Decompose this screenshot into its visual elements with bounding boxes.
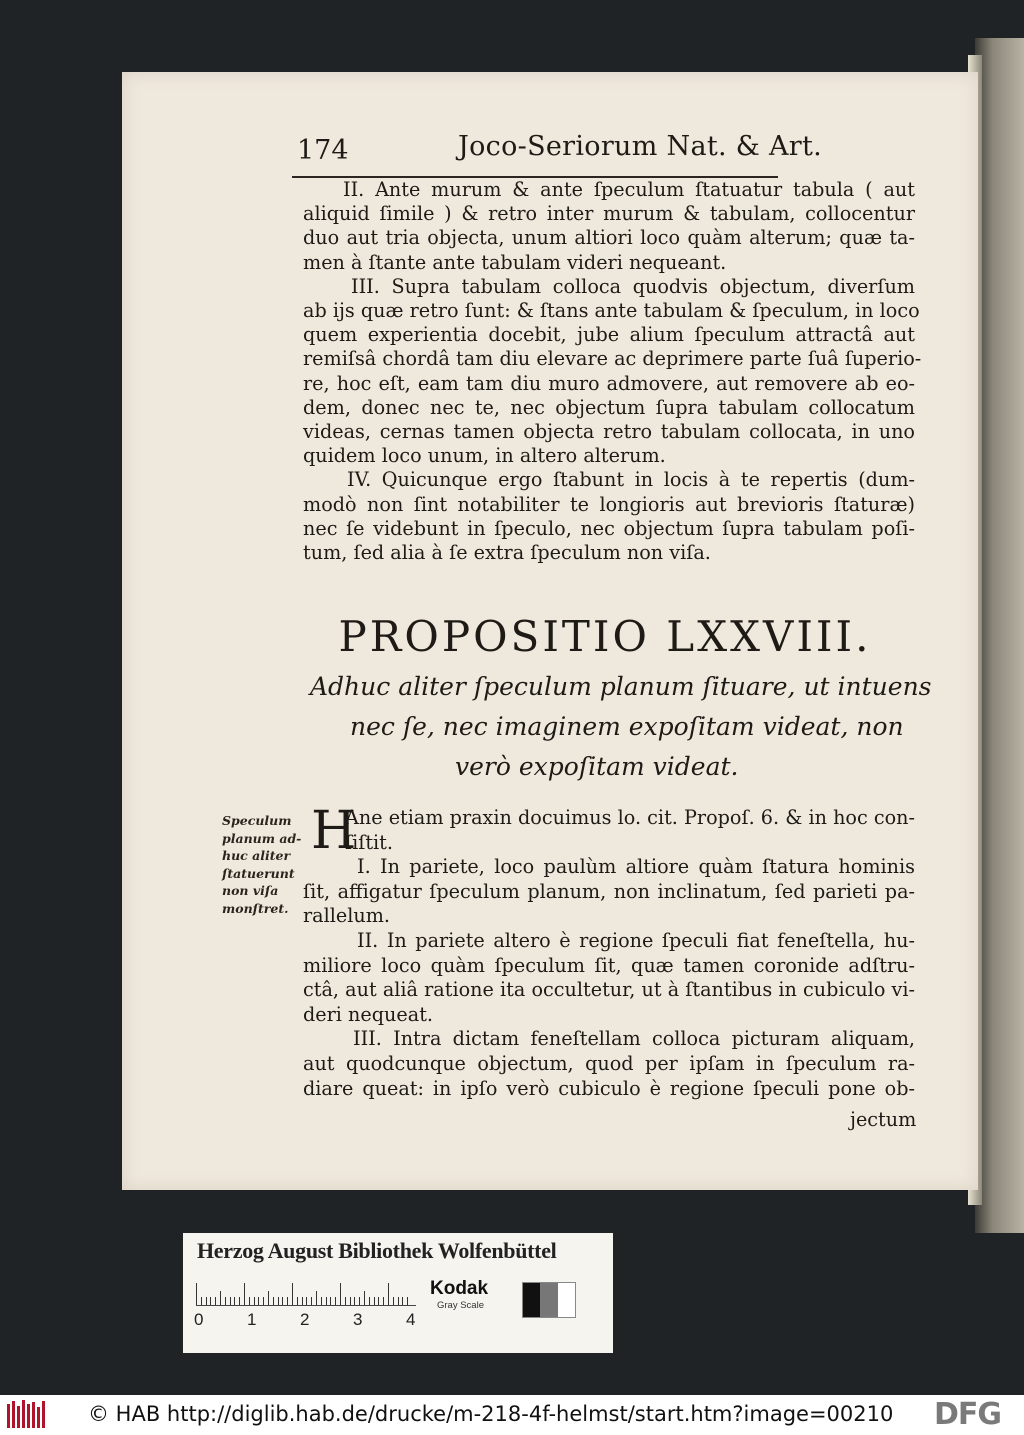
page-number: 174: [297, 135, 349, 166]
ruler-tick: [364, 1291, 365, 1305]
ruler-tick: [273, 1297, 274, 1305]
ruler-tick: [402, 1297, 403, 1305]
text-line: remiſsâ chordâ tam diu elevare ac deprimere parte ſuâ ſuperio-: [303, 347, 922, 371]
ruler-tick: [297, 1297, 298, 1305]
ruler-tick: [374, 1297, 375, 1305]
ruler-number: 3: [353, 1310, 363, 1329]
text-line: rallelum.: [303, 904, 391, 928]
proposition-title: PROPOSITIO LXXVIII.: [338, 612, 872, 661]
ruler-tick: [359, 1297, 360, 1305]
ruler-tick: [282, 1297, 283, 1305]
ruler-tick: [350, 1297, 351, 1305]
text-line: deri nequeat.: [303, 1002, 434, 1026]
text-line: II. In pariete altero è regione ſpeculi fiat feneſtella, hu-: [357, 929, 915, 952]
text-line: dem, donec nec te, nec objectum ſupra tabulam collocatum: [303, 395, 915, 419]
text-line: diare queat: in ipſo verò cubiculo è regione ſpeculi pone ob-: [303, 1076, 915, 1100]
ruler-tick: [311, 1297, 312, 1305]
margin-note-line: ſtatuerunt: [222, 865, 295, 881]
ruler-number: 1: [247, 1310, 257, 1329]
margin-note-line: huc aliter: [222, 848, 291, 863]
scale-ruler: [196, 1275, 416, 1306]
ruler-tick: [244, 1283, 245, 1305]
ruler-tick: [230, 1297, 231, 1305]
text-line: aliquid ſimile ) & retro inter murum & tabulam, collocentur: [303, 202, 915, 226]
text-line: ab ijs quæ retro ſunt: & ſtans ante tabulam & ſpeculum, in loco: [303, 299, 920, 322]
margin-note-line: planum ad-: [222, 830, 302, 846]
drop-cap: H: [311, 801, 357, 861]
ruler-tick: [278, 1297, 279, 1305]
text-line: III. Supra tabulam colloca quodvis objectum, diverſum: [351, 274, 915, 298]
hab-logo-icon: [6, 1398, 50, 1431]
ruler-tick: [268, 1291, 269, 1305]
ruler-tick: [292, 1283, 293, 1305]
ruler-number: 4: [406, 1310, 416, 1329]
text-line: tum, ſed alia à ſe extra ſpeculum non viſa.: [303, 541, 711, 564]
ruler-tick: [201, 1297, 202, 1305]
kodak-logo: Kodak: [430, 1278, 489, 1299]
text-line: quidem loco unum, in altero alterum.: [303, 444, 666, 468]
ruler-tick: [354, 1297, 355, 1305]
margin-note-line: Speculum: [222, 813, 292, 828]
ruler-tick: [234, 1297, 235, 1305]
ruler-tick: [316, 1291, 317, 1305]
ruler-tick: [225, 1297, 226, 1305]
ruler-tick: [254, 1297, 255, 1305]
ruler-tick: [330, 1297, 331, 1305]
ruler-tick: [335, 1297, 336, 1305]
ruler-tick: [258, 1297, 259, 1305]
text-line: ſit, affigatur ſpeculum planum, non inclinatum, ſed parieti pa-: [303, 879, 915, 903]
dfg-logo: DFG: [934, 1397, 1002, 1432]
catchword: jectum: [850, 1108, 917, 1131]
text-line: quem experientia docebit, jube alium ſpeculum attractâ aut: [303, 323, 915, 347]
running-head: Joco-Seriorum Nat. & Art.: [458, 131, 823, 162]
ruler-tick: [196, 1283, 197, 1305]
text-line: aut quodcunque objectum, quod per ipſam in ſpeculum ra-: [303, 1052, 915, 1075]
ruler-tick: [215, 1297, 216, 1305]
text-line: duo aut tria objecta, unum altiori loco quàm alterum; quæ ta-: [303, 226, 915, 250]
ruler-tick: [206, 1297, 207, 1305]
ruler-tick: [210, 1297, 211, 1305]
ruler-tick: [263, 1297, 264, 1305]
text-line: ctâ, aut aliâ ratione ita occultetur, ut à ſtantibus in cubiculo vi-: [303, 978, 915, 1002]
ruler-tick: [306, 1297, 307, 1305]
margin-note-line: monſtret.: [222, 900, 289, 916]
subtitle-line: verò expoſitam videat.: [455, 752, 739, 781]
ruler-tick: [326, 1297, 327, 1305]
ruler-tick: [321, 1297, 322, 1305]
text-line: ſiſtit.: [345, 830, 393, 854]
text-line: IV. Quicunque ergo ſtabunt in locis à te repertis (dum-: [347, 468, 915, 492]
ruler-tick: [407, 1297, 408, 1305]
ruler-tick: [378, 1297, 379, 1305]
ruler-tick: [345, 1297, 346, 1305]
text-line: III. Intra dictam feneſtellam colloca picturam aliquam,: [353, 1027, 915, 1051]
ruler-tick: [302, 1297, 303, 1305]
text-line: Ane etiam praxin docuimus lo. cit. Propoſ. 6. & in hoc con-: [345, 806, 915, 829]
text-line: I. In pariete, loco paulùm altiore quàm ſtatura hominis: [357, 855, 915, 879]
ruler-tick: [239, 1297, 240, 1305]
text-line: re, hoc eſt, eam tam diu muro admovere, aut removere ab eo-: [303, 371, 915, 395]
text-line: videas, cernas tamen objecta retro tabulam collocata, in uno: [303, 420, 915, 443]
ruler-number: 0: [194, 1310, 204, 1329]
ruler-tick: [369, 1297, 370, 1305]
text-line: miliore loco quàm ſpeculum ſit, quæ tamen coronide adſtru-: [303, 953, 915, 977]
text-line: II. Ante murum & ante ſpeculum ſtatuatur tabula ( aut: [343, 178, 915, 201]
facing-page-edge: [975, 38, 1024, 1233]
ruler-tick: [388, 1283, 389, 1305]
text-line: nec ſe videbunt in ſpeculo, nec objectum ſupra tabulam poſi-: [303, 516, 915, 540]
subtitle-line: nec ſe, nec imaginem expoſitam videat, non: [350, 712, 904, 741]
ruler-tick: [220, 1291, 221, 1305]
margin-note-line: non viſa: [222, 883, 279, 898]
ruler-tick: [393, 1297, 394, 1305]
ruler-tick: [249, 1297, 250, 1305]
subtitle-line: Adhuc aliter ſpeculum planum ſituare, ut intuens: [310, 672, 932, 701]
library-label: Herzog August Bibliothek Wolfenbüttel: [197, 1238, 557, 1263]
text-line: men à ſtante ante tabulam videri nequeant.: [303, 250, 727, 274]
ruler-tick: [287, 1297, 288, 1305]
text-line: modò non ſint notabiliter te longioris aut brevioris ſtaturæ): [303, 492, 915, 516]
footer-url[interactable]: © HAB http://diglib.hab.de/drucke/m-218-4f-helmst/start.htm?image=00210: [88, 1402, 894, 1426]
gray-scale-swatch: [522, 1282, 576, 1318]
ruler-tick: [398, 1297, 399, 1305]
ruler-tick: [383, 1297, 384, 1305]
ruler-number: 2: [300, 1310, 310, 1329]
ruler-tick: [340, 1283, 341, 1305]
gray-scale-label: Gray Scale: [437, 1300, 484, 1311]
